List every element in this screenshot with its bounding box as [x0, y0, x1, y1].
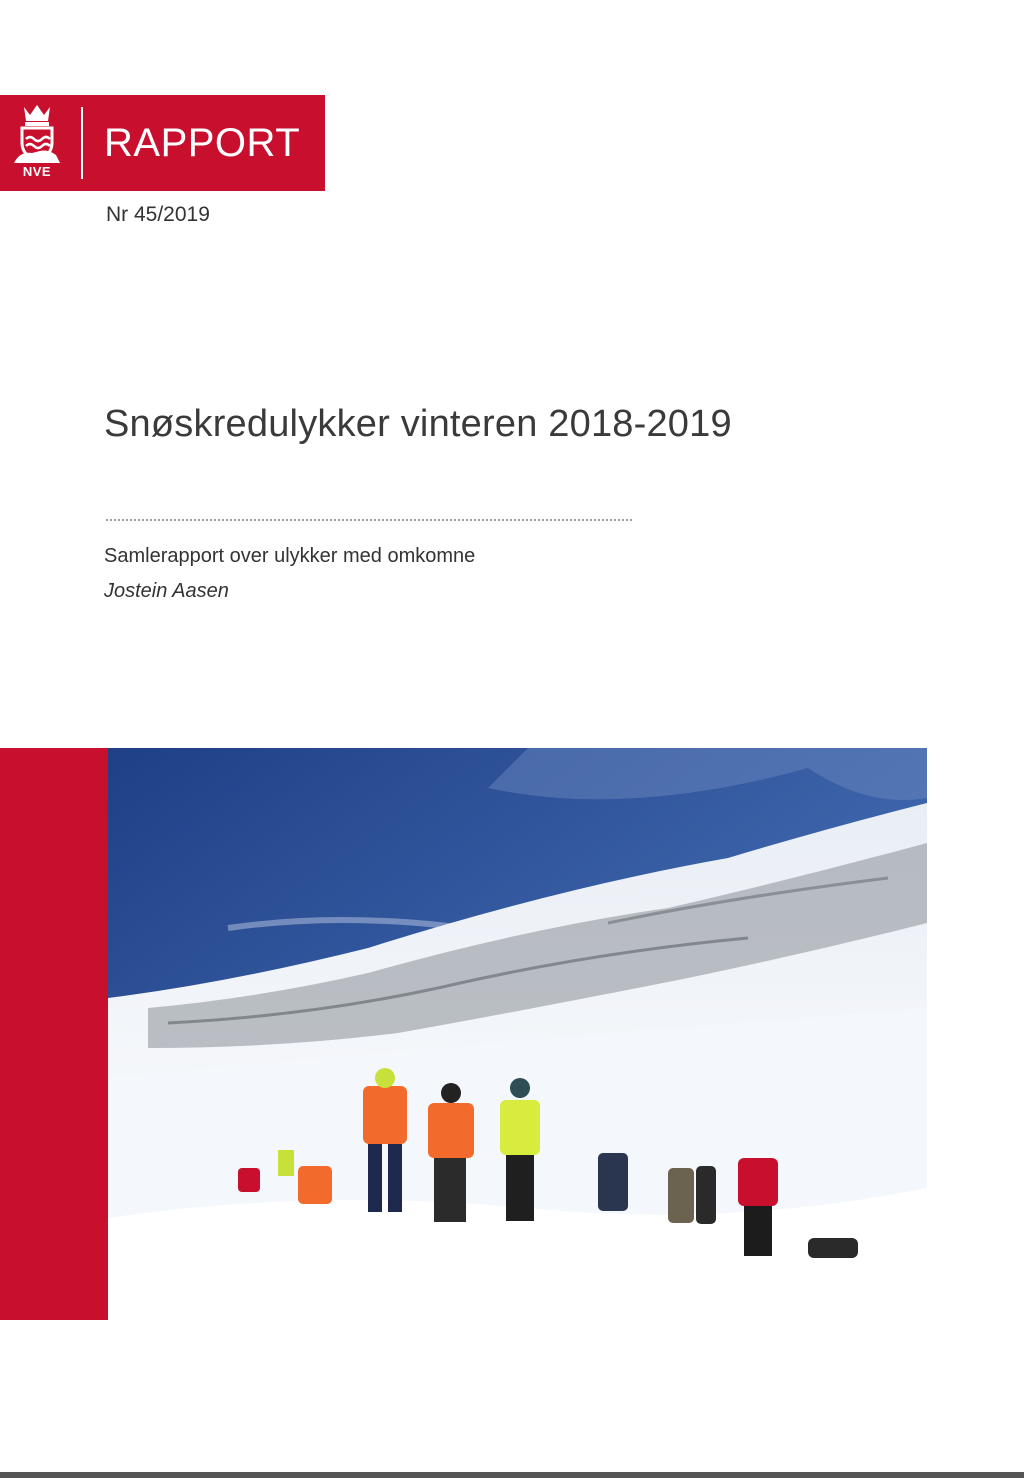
header-divider: [81, 107, 83, 179]
report-title: Snøskredulykker vinteren 2018-2019: [104, 403, 732, 445]
report-author: Jostein Aasen: [104, 580, 229, 602]
nve-logo: [10, 103, 64, 185]
report-label: RAPPORT: [104, 121, 301, 165]
cover-photo: [108, 748, 927, 1320]
report-subtitle: Samlerapport over ulykker med omkomne: [104, 545, 476, 567]
dotted-divider: [106, 519, 632, 521]
avalanche-rescue-photo-icon: [108, 748, 927, 1320]
report-number: Nr 45/2019: [106, 203, 210, 226]
crowned-lion-icon: [10, 103, 64, 165]
red-side-strip: [0, 748, 108, 1320]
report-header-band: [0, 95, 325, 191]
bottom-edge: [0, 1472, 1024, 1478]
logo-text: NVE: [22, 164, 52, 179]
